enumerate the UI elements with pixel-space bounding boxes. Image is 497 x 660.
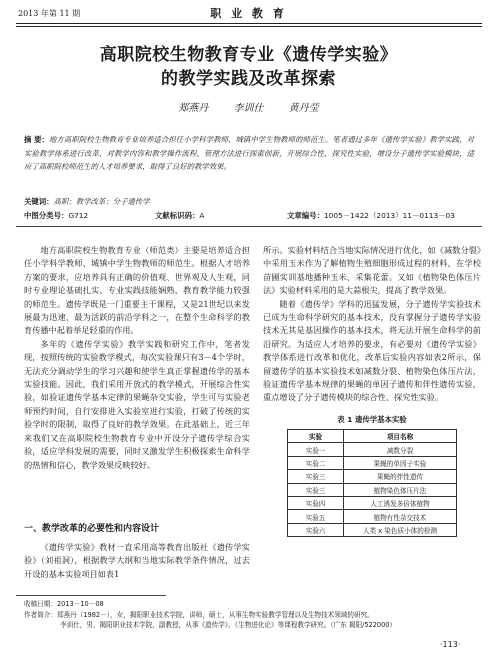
abstract: [24, 133, 474, 174]
keywords-text: 高职；教学改革；分子遗传学: [53, 197, 150, 206]
table-row: 实验五 植物有性杂交技术: [288, 510, 457, 523]
body-paragraph: 随着《遗传学》学科的迅猛发展，分子遗传学实验技术已成为生命科学研究的基本技术，没有掌握分子遗传学实验技术无其是基因操作的基本技术，将无法开展生命科学的前沿研究。为适应人才培养的要求，有必要对《遗传学实验》教学体系进行改革和优化，改革后实验内容如表2所示，保留遗传学的基本实验技术如减数分裂、植物染色体压片法，验证遗传学基本规律的果蝇的单因子遗传和伴性遗传实验，重点增设了分子遗传模块的综合性、探究性实验。: [263, 298, 481, 403]
header-rule: [16, 23, 482, 24]
journal-name: 职 业 教 育: [210, 7, 287, 20]
document-code: 文献标识码：A: [155, 211, 205, 220]
table-row: 实验一 减数分裂: [288, 443, 457, 456]
keywords: [24, 196, 474, 207]
author-bio: 作者简介：郑燕丹（1982－），女，揭阳职业技术学院，讲师，硕士，从事生物实验教学管理以及生物技术领域的研究。: [24, 611, 374, 619]
table-row: 实验三 植物染色体压片法: [288, 483, 457, 496]
author-bio: 李训仕，男，揭阳职业技术学院，副教授，从事《遗传学》、《生物进化论》等课程教学研究。（广东 揭阳/522000）: [60, 621, 397, 629]
abstract-label: 摘 要：: [24, 135, 50, 144]
abstract-text: 地方高职院校生物教育专业培养适合担任小学科学教师、城镇中学生物教师的师范生。笔者通过多年《遗传学实验》教学实践，对实验教学体系进行改革，对教学内容和教学操作流程、管理方法进行探索创新，开展综合性、探究性实验，增设分子遗传学实验模块，适应了高职院校师范生的人才培养要求，取得了良好的教学效果。: [24, 135, 474, 171]
table-row: 实验四 人工诱发多倍体植物: [288, 496, 457, 509]
clc-number: 中图分类号：G712: [24, 211, 89, 220]
table-header-cell: 项目名称: [344, 430, 457, 443]
author-list: 郑燕丹 李训仕 黄丹莹: [178, 103, 319, 114]
body-paragraph: 所示。实验材料结合当地实际情况进行优化，如《减数分裂》中采用玉米作为了解植物生殖细胞形成过程的材料，在学校苗圃实训基地播种玉米、采集花蕾。又如《植物染色体压片法》实验材料采用的是大蒜根尖，提高了教学效果。: [263, 245, 481, 296]
article-title-line1: 高职院校生物教育专业《遗传学实验》: [99, 45, 398, 65]
table-row: 实验三 果蝇的伴性遗传: [288, 470, 457, 483]
table-caption: 表 1 遗传学基本实验: [337, 415, 407, 424]
issue-label: 2013 年第 11 期: [18, 9, 81, 18]
table-header-row: [288, 430, 457, 443]
section-heading: 一、教学改革的必要性和内容设计: [24, 524, 160, 534]
experiment-table: [287, 429, 457, 537]
article-number: 文章编号：1005－1422（2013）11－0113－03: [287, 211, 455, 220]
page-number: ·113·: [440, 640, 461, 649]
body-paragraph: 多年的《遗传学实验》教学实践和研究工作中，笔者发现，按照传统的实验教学模式，每次实验课只有3－4个学时，无法充分调动学生的学习兴趣和使学生真正掌握遗传学的基本实验技能。因此，我们采用开放式的教学模式，开展综合性实验，如验证遗传学基本定律的果蝇杂交实验，学生可与实验老师预约时间，自行安排进入实验室进行实验，打破了传统的实验学时的限制，取得了良好的教学效果。在此基础上，近三年来我们又在高职院校生物教育专业中开设分子遗传学综合实验，适应学科发展的需要，同时又激发学生积极探索生命科学的热情和信心，教学效果反映较好。: [24, 338, 250, 470]
footnote-rule: [16, 595, 166, 596]
table-row: 实验六 人类 x 染色质小体的检测: [288, 523, 457, 536]
keywords-label: 关键词：: [24, 197, 54, 206]
body-paragraph: 《遗传学实验》教材一直采用高等教育出版社《遗传学实验》（刘祖洞），根据教学大纲和当地实际教学条件情况，过去开设的基本实验项目如表1: [24, 542, 250, 579]
body-paragraph: 地方高职院校生物教育专业（师范类）主要是培养适合担任小学科学教师、城镇中学生物教师的师范生。根据人才培养方案的要求，应培养具有正确的价值观、世界观及人生观，同时专业理论基础扎实、专业实践技能娴熟，教育教学能力较强的师范生。遗传学既是一门重要主干课程，又是21世纪以来发展最为迅速、最为活跃的前沿学科之一，在整个生命科学的教育传播中起着举足轻重的作用。: [24, 245, 250, 336]
header-rule-thin: [16, 26, 482, 27]
table-row: 实验二 果蝇的单因子实验: [288, 456, 457, 469]
abstract-separator: [16, 226, 482, 227]
left-column-continued: [24, 541, 250, 581]
received-date: 收稿日期：2013－10－08: [24, 600, 104, 608]
article-title-line2: 的教学实践及改革探索: [161, 69, 336, 89]
table-header-cell: 实验: [288, 430, 344, 443]
left-column: [24, 244, 250, 472]
right-column: [263, 244, 481, 405]
